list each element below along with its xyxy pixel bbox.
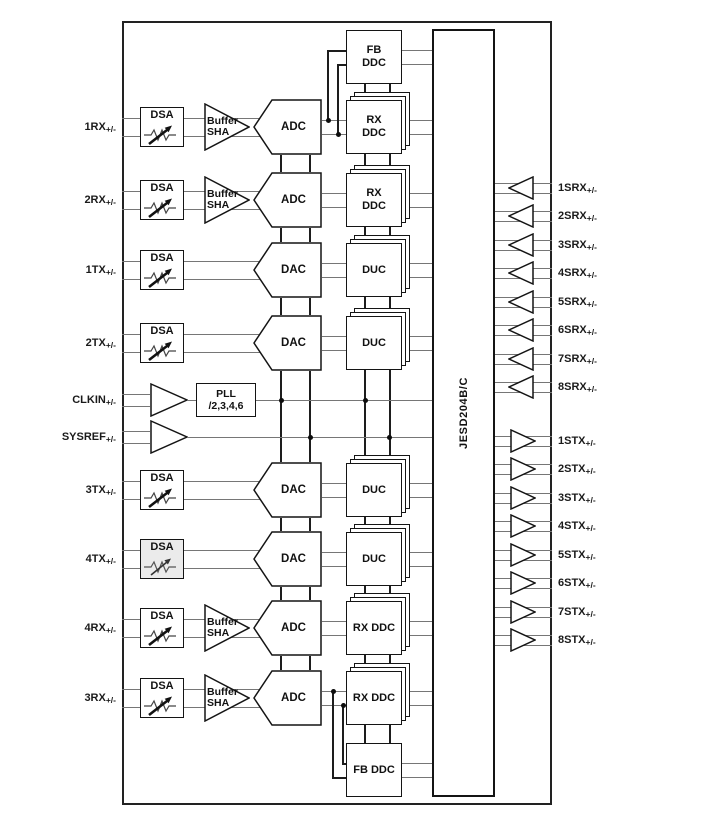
wire — [309, 298, 311, 315]
junction-dot — [363, 398, 368, 403]
rx-ddc-1rx: RX DDC — [346, 100, 402, 154]
srx-receiver-icon-7 — [508, 347, 534, 376]
dsa-3rx: DSA — [140, 678, 184, 718]
wire — [122, 689, 140, 690]
wire — [410, 566, 432, 567]
pin-label-6srx: $6SRX_{+/-}$ — [558, 324, 597, 337]
wire — [122, 431, 150, 432]
fb-ddc-bottom: FB DDC — [346, 743, 402, 797]
wire — [410, 635, 432, 636]
adc-4rx: ADC — [253, 600, 322, 656]
stx-driver-icon-3 — [510, 486, 536, 515]
attenuator-icon — [142, 195, 182, 219]
pin-label-7stx: $7STX_{+/-}$ — [558, 606, 596, 619]
rx-ddc-2rx: RX DDC — [346, 173, 402, 227]
wire — [410, 207, 432, 208]
wire — [410, 691, 432, 692]
junction-dot — [387, 435, 392, 440]
wire — [410, 336, 432, 337]
junction-dot — [308, 435, 313, 440]
wire — [122, 334, 140, 335]
pin-label-4srx: $4SRX_{+/-}$ — [558, 267, 597, 280]
dac-4tx: DAC — [253, 531, 322, 587]
wire — [122, 499, 140, 500]
srx-receiver-icon-8 — [508, 375, 534, 404]
attenuator-icon — [142, 693, 182, 717]
duc-3tx: DUC — [346, 463, 402, 517]
dsa-2tx: DSA — [140, 323, 184, 363]
wire — [327, 50, 329, 121]
dsa-1tx: DSA — [140, 250, 184, 290]
dsa-2rx: DSA — [140, 180, 184, 220]
wire — [122, 550, 140, 551]
pin-label-4rx: $4RX_{+/-}$ — [84, 622, 116, 635]
wire — [309, 518, 311, 531]
wire — [280, 371, 282, 462]
wire — [122, 394, 150, 395]
attenuator-icon — [142, 122, 182, 146]
wire — [122, 707, 140, 708]
wire — [122, 136, 140, 137]
wire — [309, 155, 311, 172]
junction-dot — [336, 132, 341, 137]
pin-label-1srx: $1SRX_{+/-}$ — [558, 182, 597, 195]
srx-receiver-icon-2 — [508, 204, 534, 233]
wire — [332, 691, 334, 778]
attenuator-icon — [142, 338, 182, 362]
pin-label-4stx: $4STX_{+/-}$ — [558, 520, 596, 533]
wire — [410, 120, 432, 121]
wire — [389, 370, 391, 463]
srx-receiver-icon-6 — [508, 318, 534, 347]
buffer-sha-4rx: Buffer SHA — [204, 604, 250, 652]
wire — [322, 207, 346, 208]
wire — [322, 621, 346, 622]
wire — [280, 518, 282, 531]
attenuator-icon — [142, 485, 182, 509]
wire — [410, 277, 432, 278]
fb-ddc-top: FB DDC — [346, 30, 402, 84]
wire — [309, 371, 311, 462]
wire — [322, 263, 346, 264]
wire — [122, 443, 150, 444]
buffer-sha-2rx: Buffer SHA — [204, 176, 250, 224]
wire — [322, 336, 346, 337]
wire — [309, 587, 311, 600]
wire — [389, 725, 391, 743]
dsa-4tx: DSA — [140, 539, 184, 579]
amp-triangle-icon — [150, 420, 188, 454]
wire — [322, 134, 346, 135]
wire — [122, 191, 140, 192]
dac-1tx: DAC — [253, 242, 322, 298]
wire — [402, 64, 432, 65]
wire — [188, 400, 196, 401]
pin-label-6stx: $6STX_{+/-}$ — [558, 577, 596, 590]
wire — [410, 705, 432, 706]
pin-label-5srx: $5SRX_{+/-}$ — [558, 296, 597, 309]
stx-driver-icon-7 — [510, 600, 536, 629]
pin-label-2stx: $2STX_{+/-}$ — [558, 463, 596, 476]
pin-label-1rx: $1RX_{+/-}$ — [84, 121, 116, 134]
adc-2rx: ADC — [253, 172, 322, 228]
wire — [122, 481, 140, 482]
wire — [410, 134, 432, 135]
dsa-4rx: DSA — [140, 608, 184, 648]
wire — [280, 228, 282, 242]
pin-label-1tx: $1TX_{+/-}$ — [85, 264, 116, 277]
wire — [322, 350, 346, 351]
stx-driver-icon-1 — [510, 429, 536, 458]
wire — [364, 725, 366, 743]
amp-triangle-icon — [150, 383, 188, 417]
wire — [122, 209, 140, 210]
duc-4tx: DUC — [346, 532, 402, 586]
wire — [280, 587, 282, 600]
wire — [402, 777, 432, 778]
pin-label-7srx: $7SRX_{+/-}$ — [558, 353, 597, 366]
pin-label-clkin: $CLKIN_{+/-}$ — [72, 394, 116, 407]
wire — [280, 656, 282, 670]
buffer-sha-3rx: Buffer SHA — [204, 674, 250, 722]
dsa-1rx: DSA — [140, 107, 184, 147]
dsa-3tx: DSA — [140, 470, 184, 510]
wire — [309, 656, 311, 670]
wire — [410, 350, 432, 351]
pin-label-3stx: $3STX_{+/-}$ — [558, 492, 596, 505]
wire — [122, 261, 140, 262]
duc-1tx: DUC — [346, 243, 402, 297]
wire — [122, 619, 140, 620]
wire — [322, 277, 346, 278]
pin-label-4tx: $4TX_{+/-}$ — [85, 553, 116, 566]
wire — [122, 118, 140, 119]
pin-label-2rx: $2RX_{+/-}$ — [84, 194, 116, 207]
stx-driver-icon-8 — [510, 628, 536, 657]
wire — [342, 705, 344, 764]
pin-label-8stx: $8STX_{+/-}$ — [558, 634, 596, 647]
buffer-sha-1rx: Buffer SHA — [204, 103, 250, 151]
stx-driver-icon-4 — [510, 514, 536, 543]
dac-3tx: DAC — [253, 462, 322, 518]
junction-dot — [326, 118, 331, 123]
sysref-buffer-icon — [150, 420, 188, 454]
attenuator-icon — [142, 554, 182, 578]
wire — [122, 637, 140, 638]
pin-label-3rx: $3RX_{+/-}$ — [84, 692, 116, 705]
pin-label-2srx: $2SRX_{+/-}$ — [558, 210, 597, 223]
duc-2tx: DUC — [346, 316, 402, 370]
adc-1rx: ADC — [253, 99, 322, 155]
wire — [402, 763, 432, 764]
attenuator-icon — [142, 265, 182, 289]
pin-label-2tx: $2TX_{+/-}$ — [85, 337, 116, 350]
wire — [338, 64, 346, 66]
wire — [410, 621, 432, 622]
wire — [410, 483, 432, 484]
wire — [280, 155, 282, 172]
wire — [122, 406, 150, 407]
adc-3rx: ADC — [253, 670, 322, 726]
pin-label-sysref: $SYSREF_{+/-}$ — [61, 431, 116, 444]
wire — [402, 50, 432, 51]
pin-label-8srx: $8SRX_{+/-}$ — [558, 381, 597, 394]
wire — [410, 263, 432, 264]
wire — [332, 777, 346, 779]
dac-2tx: DAC — [253, 315, 322, 371]
srx-receiver-icon-3 — [508, 233, 534, 262]
stx-driver-icon-6 — [510, 571, 536, 600]
wire — [364, 370, 366, 463]
junction-dot — [331, 689, 336, 694]
wire — [322, 497, 346, 498]
pin-label-5stx: $5STX_{+/-}$ — [558, 549, 596, 562]
wire — [410, 497, 432, 498]
rx-ddc-4rx: RX DDC — [346, 601, 402, 655]
stx-driver-icon-2 — [510, 457, 536, 486]
attenuator-icon — [142, 623, 182, 647]
rx-ddc-3rx: RX DDC — [346, 671, 402, 725]
wire — [322, 193, 346, 194]
junction-dot — [279, 398, 284, 403]
stx-driver-icon-5 — [510, 543, 536, 572]
wire — [280, 298, 282, 315]
wire — [322, 483, 346, 484]
srx-receiver-icon-4 — [508, 261, 534, 290]
srx-receiver-icon-5 — [508, 290, 534, 319]
wire — [122, 568, 140, 569]
pll-block: PLL /2,3,4,6 — [196, 383, 256, 417]
wire — [410, 193, 432, 194]
wire — [328, 50, 346, 52]
wire — [122, 279, 140, 280]
wire — [309, 228, 311, 242]
pin-label-3tx: $3TX_{+/-}$ — [85, 484, 116, 497]
wire — [337, 64, 339, 135]
wire — [122, 352, 140, 353]
clkin-buffer-icon — [150, 383, 188, 417]
wire — [322, 552, 346, 553]
wire — [322, 635, 346, 636]
pin-label-1stx: $1STX_{+/-}$ — [558, 435, 596, 448]
wire — [322, 566, 346, 567]
jesd-block: JESD204B/C — [432, 29, 495, 797]
wire — [410, 552, 432, 553]
srx-receiver-icon-1 — [508, 176, 534, 205]
pin-label-3srx: $3SRX_{+/-}$ — [558, 239, 597, 252]
